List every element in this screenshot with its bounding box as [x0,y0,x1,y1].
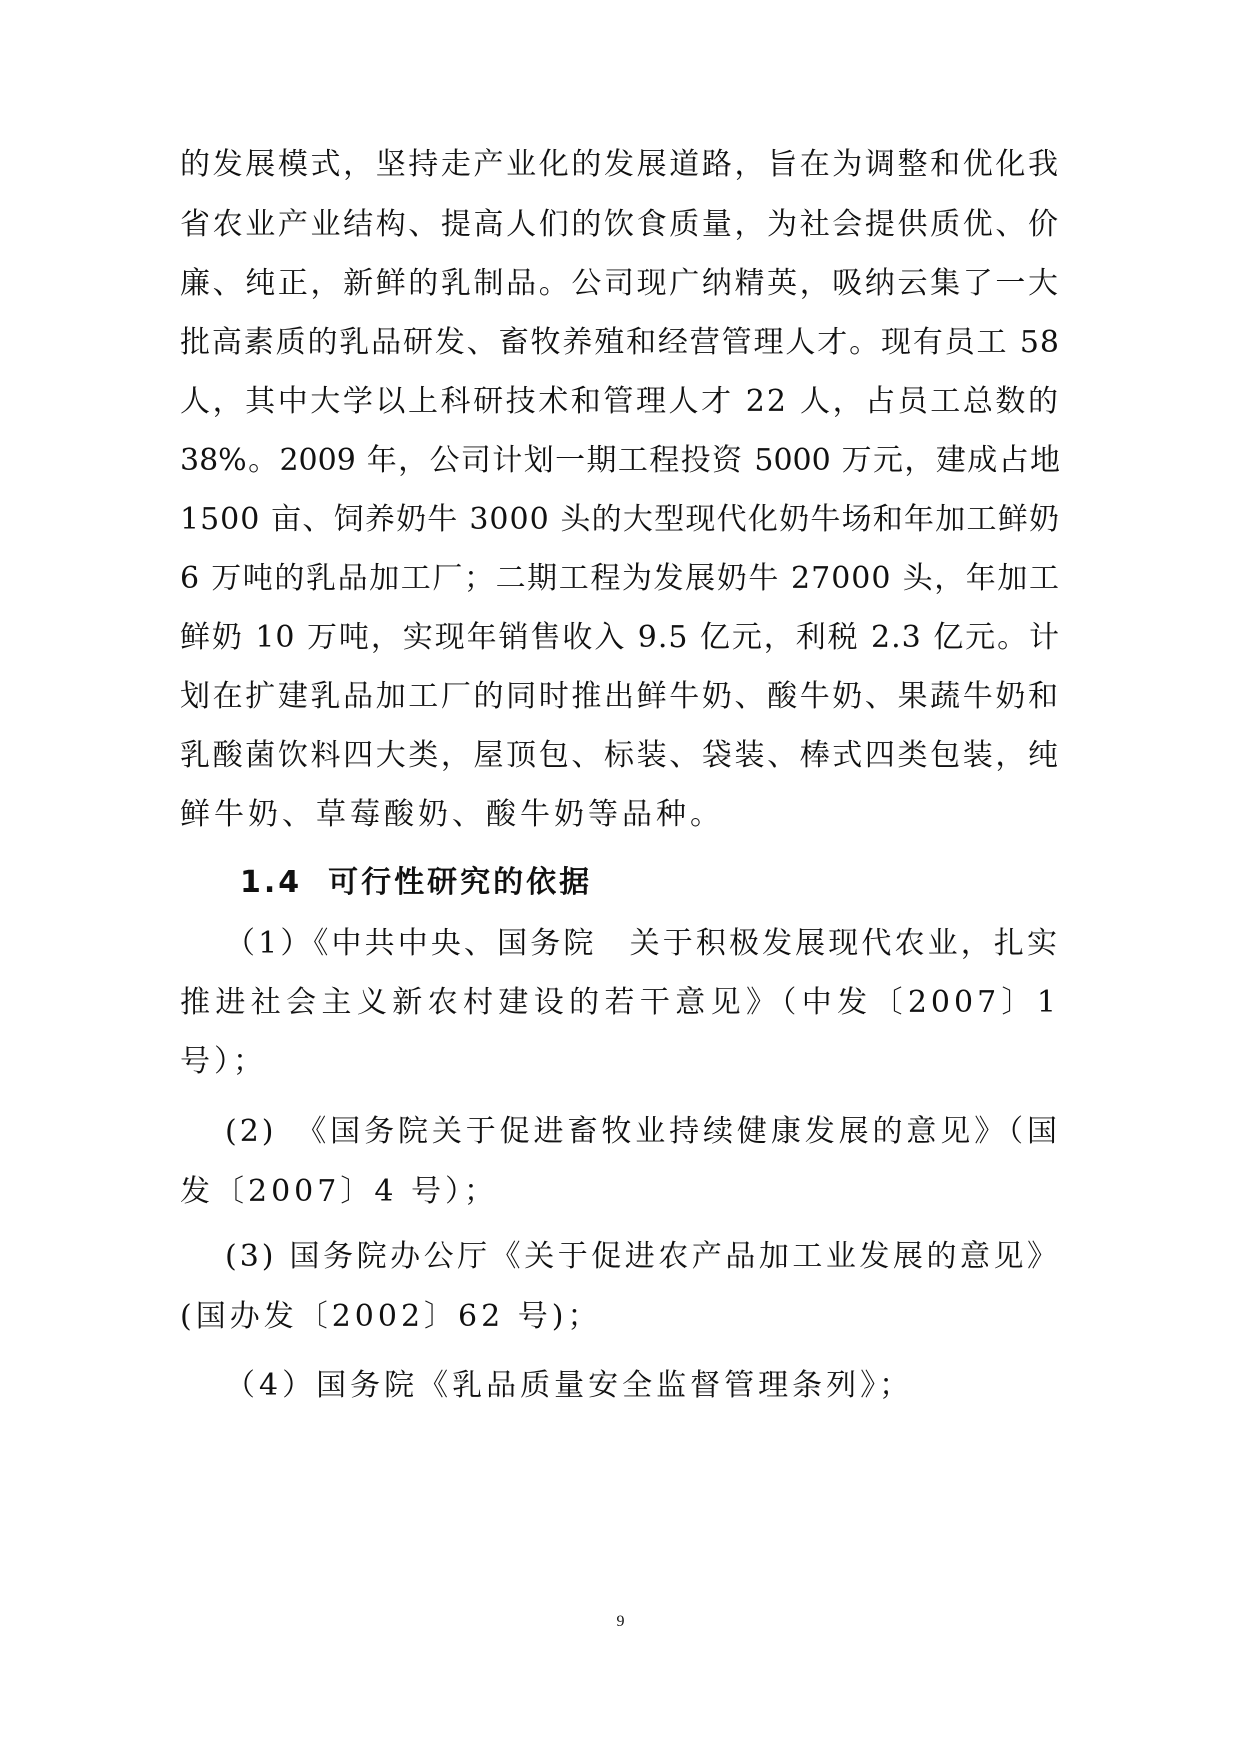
reference-4-line: （4）国务院《乳品质量安全监督管理条列》； [225,1368,914,1403]
body-line: 6 万吨的乳品加工厂；二期工程为发展奶牛 27000 头，年加工 [180,561,1060,596]
body-line: 的发展模式，坚持走产业化的发展道路，旨在为调整和优化我 [180,147,1060,182]
reference-1-line: 号）； [180,1044,267,1079]
reference-2-line: 发〔2007〕4 号）； [180,1174,498,1209]
body-line: 划在扩建乳品加工厂的同时推出鲜牛奶、酸牛奶、果蔬牛奶和 [180,679,1060,714]
body-line: 鲜牛奶、草莓酸奶、酸牛奶等品种。 [180,797,724,832]
section-heading [240,863,592,903]
body-line: 38%。2009 年，公司计划一期工程投资 5000 万元，建成占地 [180,443,1060,478]
section-number: 1.4 [240,865,303,900]
body-line: 人，其中大学以上科研技术和管理人才 22 人，占员工总数的 [180,384,1060,419]
body-line: 批高素质的乳品研发、畜牧养殖和经营管理人才。现有员工 58 [180,325,1060,360]
reference-1-line: 推进社会主义新农村建设的若干意见》（中发〔2007〕1 [180,985,1060,1020]
body-line: 乳酸菌饮料四大类，屋顶包、标装、袋装、棒式四类包装，纯 [180,738,1060,773]
section-title: 可行性研究的依据 [328,865,593,900]
page-number: 9 [616,1613,625,1630]
reference-3-line: (国办发〔2002〕62 号)； [180,1299,602,1334]
reference-1-line: （1）《中共中央、国务院 关于积极发展现代农业，扎实 [225,926,1060,961]
body-line: 省农业产业结构、提高人们的饮食质量，为社会提供质优、价 [180,207,1060,242]
body-line: 鲜奶 10 万吨，实现年销售收入 9.5 亿元，利税 2.3 亿元。计 [180,620,1060,655]
body-line: 廉、纯正，新鲜的乳制品。公司现广纳精英，吸纳云集了一大 [180,266,1060,301]
body-line: 1500 亩、饲养奶牛 3000 头的大型现代化奶牛场和年加工鲜奶 [180,502,1060,537]
reference-2-line: (2) 《国务院关于促进畜牧业持续健康发展的意见》（国 [225,1114,1060,1149]
reference-3-line: (3) 国务院办公厅《关于促进农产品加工业发展的意见》 [225,1239,1060,1274]
